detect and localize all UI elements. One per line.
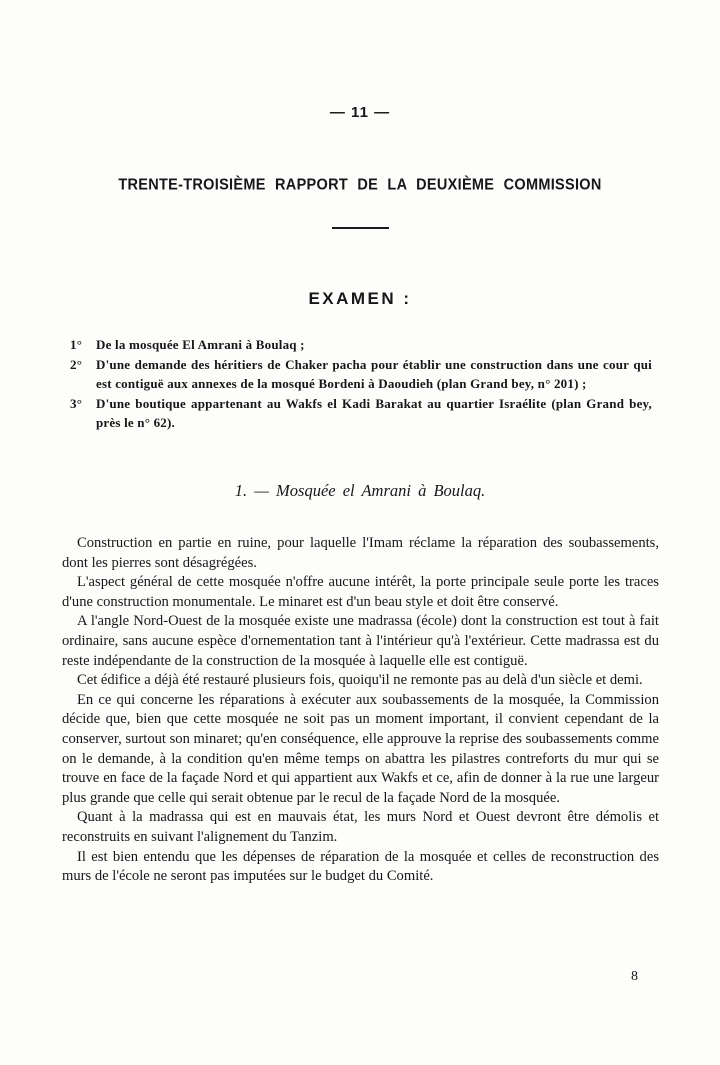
list-item [70, 335, 652, 355]
paragraph: Construction en partie en ruine, pour laquelle l'Imam réclame la réparation des soubassements, dont les pierres sont désagrégées. [62, 535, 659, 571]
list-item-text: De la mosquée El Amrani à Boulaq ; [96, 337, 305, 352]
list-item [70, 394, 652, 433]
list-item-text: D'une demande des héritiers de Chaker pacha pour établir une construction dans une cour qui est contiguë aux annexes de la mosqué Bordeni à Daoudieh (plan Grand bey, n° 201) ; [96, 356, 652, 391]
report-title: TRENTE-TROISIÈME RAPPORT DE LA DEUXIÈME COMMISSION [118, 176, 602, 194]
paragraph: Quant à la madrassa qui est en mauvais état, les murs Nord et Ouest devront être démolis et reconstruits en suivant l'alignement du Tanzim. [62, 809, 659, 845]
list-item-number: 1° [70, 337, 83, 352]
page-number-top: — 11 — [329, 104, 391, 121]
list-item-number: 2° [70, 356, 83, 372]
list-item-text: D'une boutique appartenant au Wakfs el Kadi Barakat au quartier Israélite (plan Grand bey, près le n° 62). [96, 395, 652, 430]
paragraph: L'aspect général de cette mosquée n'offre aucune intérêt, la porte principale seule porte les traces d'une construction monumentale. Le minaret est d'un beau style et doit être conservé. [62, 574, 659, 610]
examen-heading: EXAMEN : [308, 289, 412, 308]
list-item [70, 355, 652, 394]
title-divider [332, 227, 389, 229]
examen-list [70, 335, 652, 433]
paragraph: Il est bien entendu que les dépenses de réparation de la mosquée et celles de reconstruction des murs de l'école ne seront pas imputées sur le budget du Comité. [62, 848, 659, 885]
paragraph: En ce qui concerne les réparations à exécuter aux soubassements de la mosquée, la Commission décide que, bien que cette mosquée ne soit pas un moment important, il convient cependant de la conserver, surtout son minaret; qu'en conséquence, elle approuve la reprise des soubassements comme on le demande, à la condition qu'en même temps on abattra les pilastres contreforts du mur qui se trouve en face de la façade Nord et qui appartient aux Wakfs et ce, afin de donner à la rue une largeur plus grande que celle qui serait obtenue par le recul de la façade Nord de la mosquée. [62, 691, 659, 806]
paragraph: A l'angle Nord-Ouest de la mosquée existe une madrassa (école) dont la construction est tout à fait ordinaire, sans aucune espèce d'ornementation tant à l'intérieur qu'à l'extérieur. Cette madrassa est du reste indépendante de la construction de la mosquée à laquelle elle est contiguë. [62, 613, 659, 669]
paragraph: Cet édifice a déjà été restauré plusieurs fois, quoiqu'il ne remonte pas au delà d'un siècle et demi. [77, 672, 643, 689]
body-text [62, 534, 659, 887]
list-item-number: 3° [70, 395, 83, 411]
page-number-bottom: 8 [631, 969, 638, 984]
section-heading: 1. — Mosquée el Amrani à Boulaq. [234, 481, 486, 500]
